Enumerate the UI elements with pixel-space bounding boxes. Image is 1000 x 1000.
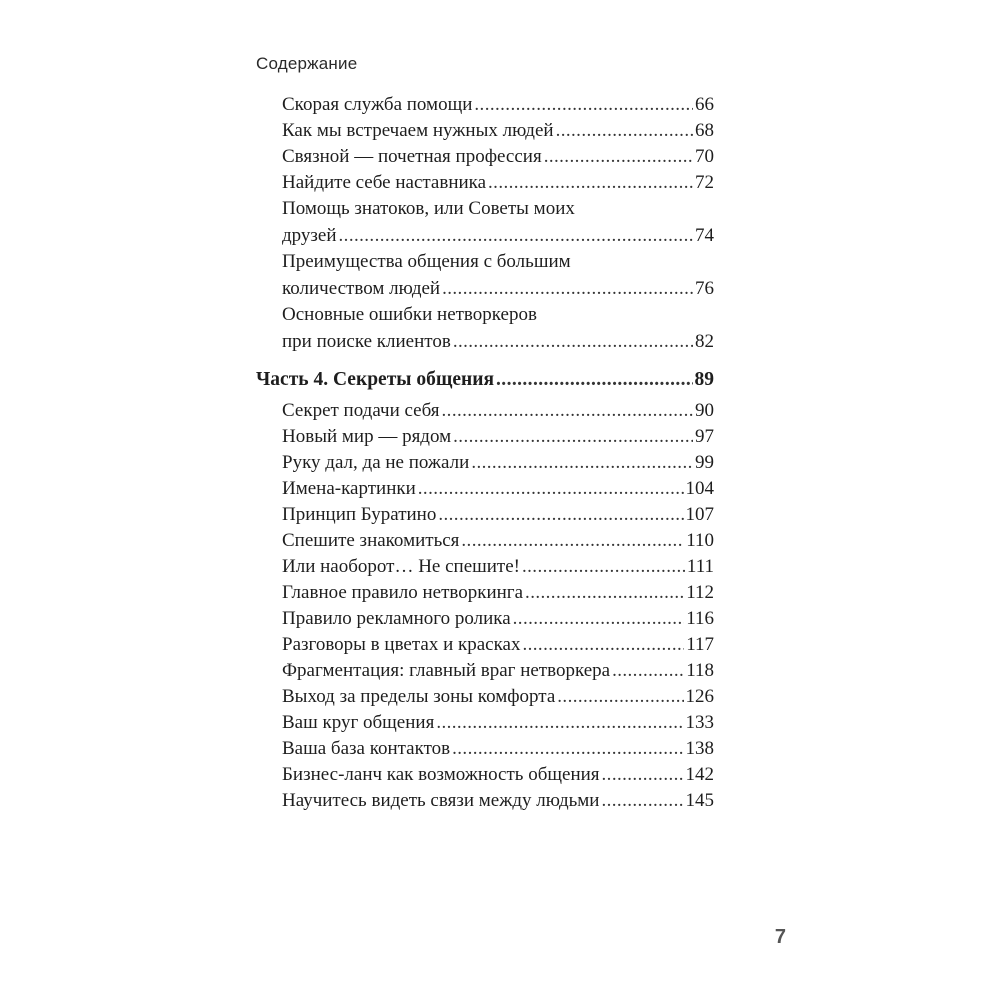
toc-line bbox=[282, 528, 714, 554]
toc-leader-dots bbox=[525, 580, 684, 606]
toc-leader-dots bbox=[488, 170, 693, 196]
toc-entry[interactable] bbox=[256, 762, 714, 788]
toc-entry-title: Разговоры в цветах и красках bbox=[282, 634, 521, 655]
toc-leader-dots bbox=[438, 502, 683, 528]
toc-entry-title: Преимущества общения с большим bbox=[282, 251, 571, 272]
toc-line bbox=[282, 144, 714, 170]
toc-page-number: 145 bbox=[685, 790, 714, 811]
toc-page-number: 66 bbox=[695, 94, 714, 115]
toc-entry-title: Секрет подачи себя bbox=[282, 400, 440, 421]
toc-leader-dots bbox=[471, 450, 693, 476]
toc-line bbox=[282, 118, 714, 144]
toc-entry[interactable] bbox=[256, 736, 714, 762]
toc-page-number: 118 bbox=[686, 660, 714, 681]
toc-page-number: 99 bbox=[695, 452, 714, 473]
toc-entry[interactable] bbox=[256, 476, 714, 502]
toc-leader-dots bbox=[601, 788, 683, 814]
toc-page-number: 142 bbox=[685, 764, 714, 785]
section-spacer bbox=[256, 355, 714, 367]
toc-entry[interactable] bbox=[256, 658, 714, 684]
running-head: Содержание bbox=[256, 54, 358, 73]
toc-line bbox=[282, 476, 714, 502]
toc-entry-title: Или наоборот… Не спешите! bbox=[282, 556, 520, 577]
toc-page-number: 74 bbox=[695, 225, 714, 246]
toc-entry[interactable] bbox=[256, 249, 714, 302]
toc-page-number: 97 bbox=[695, 426, 714, 447]
toc-entry[interactable] bbox=[256, 502, 714, 528]
toc-entry-title: при поиске клиентов bbox=[282, 331, 451, 352]
toc-entry[interactable] bbox=[256, 302, 714, 355]
toc-line bbox=[282, 170, 714, 196]
toc-leader-dots bbox=[442, 398, 693, 424]
toc-page-number: 89 bbox=[694, 369, 714, 390]
toc-leader-dots bbox=[522, 632, 684, 658]
toc-line bbox=[282, 328, 714, 355]
toc-line bbox=[282, 275, 714, 302]
toc-line bbox=[282, 502, 714, 528]
toc-entry[interactable] bbox=[256, 710, 714, 736]
toc-entry-title: Научитесь видеть связи между людьми bbox=[282, 790, 600, 811]
toc-entry[interactable] bbox=[256, 170, 714, 196]
toc-leader-dots bbox=[522, 554, 685, 580]
toc-leader-dots bbox=[474, 92, 693, 118]
toc-entry-title: Главное правило нетворкинга bbox=[282, 582, 524, 603]
toc-part-heading[interactable] bbox=[256, 367, 714, 393]
toc-entry-title: Связной — почетная профессия bbox=[282, 146, 542, 167]
toc-leader-dots bbox=[556, 118, 693, 144]
toc-entry-title: Принцип Буратино bbox=[282, 504, 437, 525]
toc-line bbox=[282, 450, 714, 476]
toc-entry[interactable] bbox=[256, 606, 714, 632]
toc-entry-title: Спешите знакомиться bbox=[282, 530, 460, 551]
toc-entry[interactable] bbox=[256, 684, 714, 710]
toc-entry[interactable] bbox=[256, 632, 714, 658]
toc-line bbox=[282, 788, 714, 814]
toc-entry[interactable] bbox=[256, 196, 714, 249]
toc-page-number: 70 bbox=[695, 146, 714, 167]
toc-page-number: 117 bbox=[686, 634, 714, 655]
toc-entry-title: Часть 4. Секреты общения bbox=[256, 369, 495, 390]
toc-leader-dots bbox=[418, 476, 684, 502]
toc-page-number: 116 bbox=[686, 608, 714, 629]
toc-entry[interactable] bbox=[256, 580, 714, 606]
toc-line bbox=[282, 632, 714, 658]
toc-entry[interactable] bbox=[256, 118, 714, 144]
toc-entry-title: Помощь знатоков, или Советы моих bbox=[282, 198, 575, 219]
toc-page-number: 104 bbox=[685, 478, 714, 499]
toc-line bbox=[256, 367, 714, 393]
toc-leader-dots bbox=[496, 367, 692, 393]
toc-leader-dots bbox=[442, 275, 693, 302]
toc-line bbox=[282, 762, 714, 788]
toc-entry-title: Правило рекламного ролика bbox=[282, 608, 511, 629]
toc-line bbox=[282, 684, 714, 710]
toc-line bbox=[282, 249, 714, 275]
toc-entry-title: Скорая служба помощи bbox=[282, 94, 473, 115]
toc-page-number: 111 bbox=[686, 556, 714, 577]
table-of-contents bbox=[256, 92, 714, 814]
toc-entry-title: Фрагментация: главный враг нетворкера bbox=[282, 660, 611, 681]
toc-page-number: 112 bbox=[686, 582, 714, 603]
toc-entry-title: Новый мир — рядом bbox=[282, 426, 452, 447]
toc-page-number: 110 bbox=[686, 530, 714, 551]
toc-entry-title: Руку дал, да не пожали bbox=[282, 452, 470, 473]
toc-leader-dots bbox=[461, 528, 684, 554]
toc-entry-title: количеством людей bbox=[282, 278, 441, 299]
toc-line bbox=[282, 92, 714, 118]
toc-line bbox=[282, 222, 714, 249]
page-number: 7 bbox=[774, 926, 786, 948]
toc-entry-title: Найдите себе наставника bbox=[282, 172, 487, 193]
toc-entry-title: Основные ошибки нетворкеров bbox=[282, 304, 537, 325]
toc-line bbox=[282, 424, 714, 450]
toc-page-number: 90 bbox=[695, 400, 714, 421]
toc-entry-title: Ваша база контактов bbox=[282, 738, 451, 759]
toc-entry[interactable] bbox=[256, 788, 714, 814]
toc-line bbox=[282, 302, 714, 328]
toc-page-number: 68 bbox=[695, 120, 714, 141]
toc-entry-title: друзей bbox=[282, 225, 337, 246]
toc-page-number: 107 bbox=[685, 504, 714, 525]
toc-line bbox=[282, 196, 714, 222]
toc-entry[interactable] bbox=[256, 450, 714, 476]
toc-leader-dots bbox=[602, 762, 684, 788]
toc-entry-title: Ваш круг общения bbox=[282, 712, 435, 733]
toc-entry[interactable] bbox=[256, 92, 714, 118]
toc-entry-title: Выход за пределы зоны комфорта bbox=[282, 686, 556, 707]
toc-page-number: 133 bbox=[685, 712, 714, 733]
toc-entry-title: Как мы встречаем нужных людей bbox=[282, 120, 554, 141]
toc-leader-dots bbox=[339, 222, 693, 249]
toc-page-number: 72 bbox=[695, 172, 714, 193]
toc-leader-dots bbox=[557, 684, 683, 710]
toc-page-number: 76 bbox=[695, 278, 714, 299]
toc-leader-dots bbox=[452, 736, 683, 762]
toc-line bbox=[282, 580, 714, 606]
toc-line bbox=[282, 658, 714, 684]
toc-line bbox=[282, 710, 714, 736]
toc-leader-dots bbox=[612, 658, 684, 684]
toc-leader-dots bbox=[513, 606, 685, 632]
toc-page-number: 82 bbox=[695, 331, 714, 352]
toc-leader-dots bbox=[453, 328, 693, 355]
toc-line bbox=[282, 398, 714, 424]
toc-leader-dots bbox=[436, 710, 683, 736]
toc-entry[interactable] bbox=[256, 528, 714, 554]
toc-line bbox=[282, 606, 714, 632]
toc-entry-title: Бизнес-ланч как возможность общения bbox=[282, 764, 600, 785]
toc-line bbox=[282, 554, 714, 580]
toc-entry-title: Имена-картинки bbox=[282, 478, 416, 499]
toc-page-number: 138 bbox=[685, 738, 714, 759]
toc-entry[interactable] bbox=[256, 554, 714, 580]
toc-page-number: 126 bbox=[685, 686, 714, 707]
toc-entry[interactable] bbox=[256, 398, 714, 424]
toc-leader-dots bbox=[453, 424, 693, 450]
toc-entry[interactable] bbox=[256, 144, 714, 170]
toc-line bbox=[282, 736, 714, 762]
toc-entry[interactable] bbox=[256, 424, 714, 450]
toc-leader-dots bbox=[544, 144, 693, 170]
